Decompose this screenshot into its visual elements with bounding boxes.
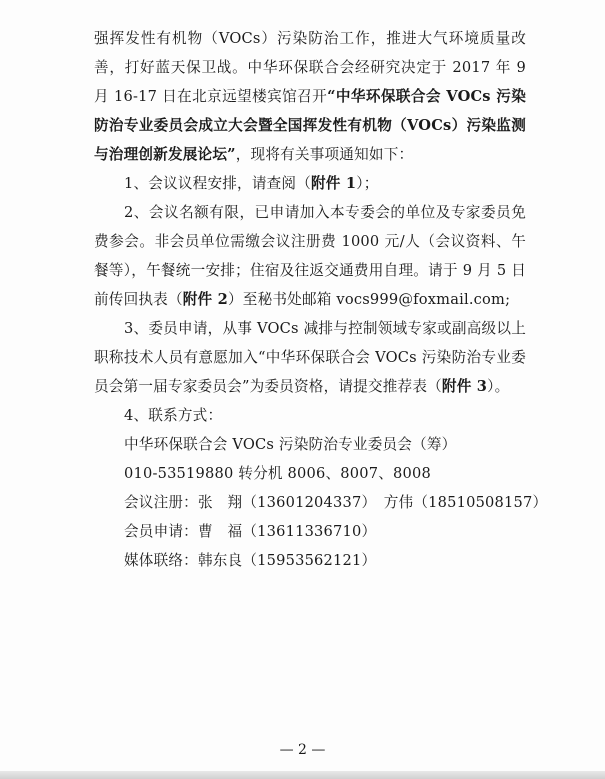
item-1-text-a: 1、会议议程安排，请查阅（	[124, 175, 312, 192]
item-3-text-b: ）。	[487, 378, 510, 395]
attachment-1-ref: 附件 1	[311, 175, 357, 192]
attachment-2-ref: 附件 2	[182, 291, 228, 308]
item-4-heading: 4、联系方式：	[124, 407, 223, 424]
item-1-paragraph	[94, 169, 526, 198]
attachment-3-ref: 附件 3	[441, 378, 488, 395]
contact-membership: 会员申请：曹 福（13611336710）	[124, 523, 377, 540]
document-body	[94, 24, 548, 575]
page-bottom-edge	[0, 771, 605, 779]
contact-org: 中华环保联合会 VOCs 污染防治专业委员会（筹）	[124, 436, 457, 453]
page-number: — 2 —	[279, 742, 326, 758]
contact-phone: 010-53519880 转分机 8006、8007、8008	[124, 465, 431, 482]
item-3-paragraph	[94, 314, 526, 401]
item-2-text-a: 2、会议名额有限，已申请加入本专委会的单位及专家委员免费参会。非会员单位需缴会议注册费 1000 元/人（会议资料、午餐等），午餐统一安排；住宿及往返交通费用自理。请于 9 月 5 日前传回执表（	[94, 204, 526, 308]
intro-text-a: 强挥发性有机物（VOCs）污染防治工作，推进大气环境质量改善，打好蓝天保卫战。中华环保联合会经研究决定于 2017 年 9 月 16-17 日在北京远望楼宾馆召开	[94, 30, 526, 105]
contact-block	[124, 430, 548, 575]
item-3-text-a: 3、委员申请，从事 VOCs 减排与控制领域专家或副高级以上职称技术人员有意愿加入“中华环保联合会 VOCs 污染防治专业委员会第一届专家委员会”为委员资格，请提交推荐表（	[94, 320, 526, 395]
item-2-paragraph	[94, 198, 526, 314]
item-1-text-b: ）；	[356, 175, 379, 192]
contact-media: 媒体联络：韩东良（15953562121）	[124, 552, 377, 569]
intro-text-b: ，现将有关事项通知如下：	[235, 146, 414, 163]
intro-paragraph	[94, 24, 526, 169]
conference-name: “中华环保联合会 VOCs 污染防治专业委员会成立大会暨全国挥发性有机物（VOCs）污染监测与治理创新发展论坛”	[94, 88, 526, 163]
item-2-text-b: ）至秘书处邮箱 vocs999@foxmail.com;	[228, 291, 511, 308]
contact-registration: 会议注册：张 翔（13601204337） 方伟（18510508157）	[124, 494, 548, 511]
